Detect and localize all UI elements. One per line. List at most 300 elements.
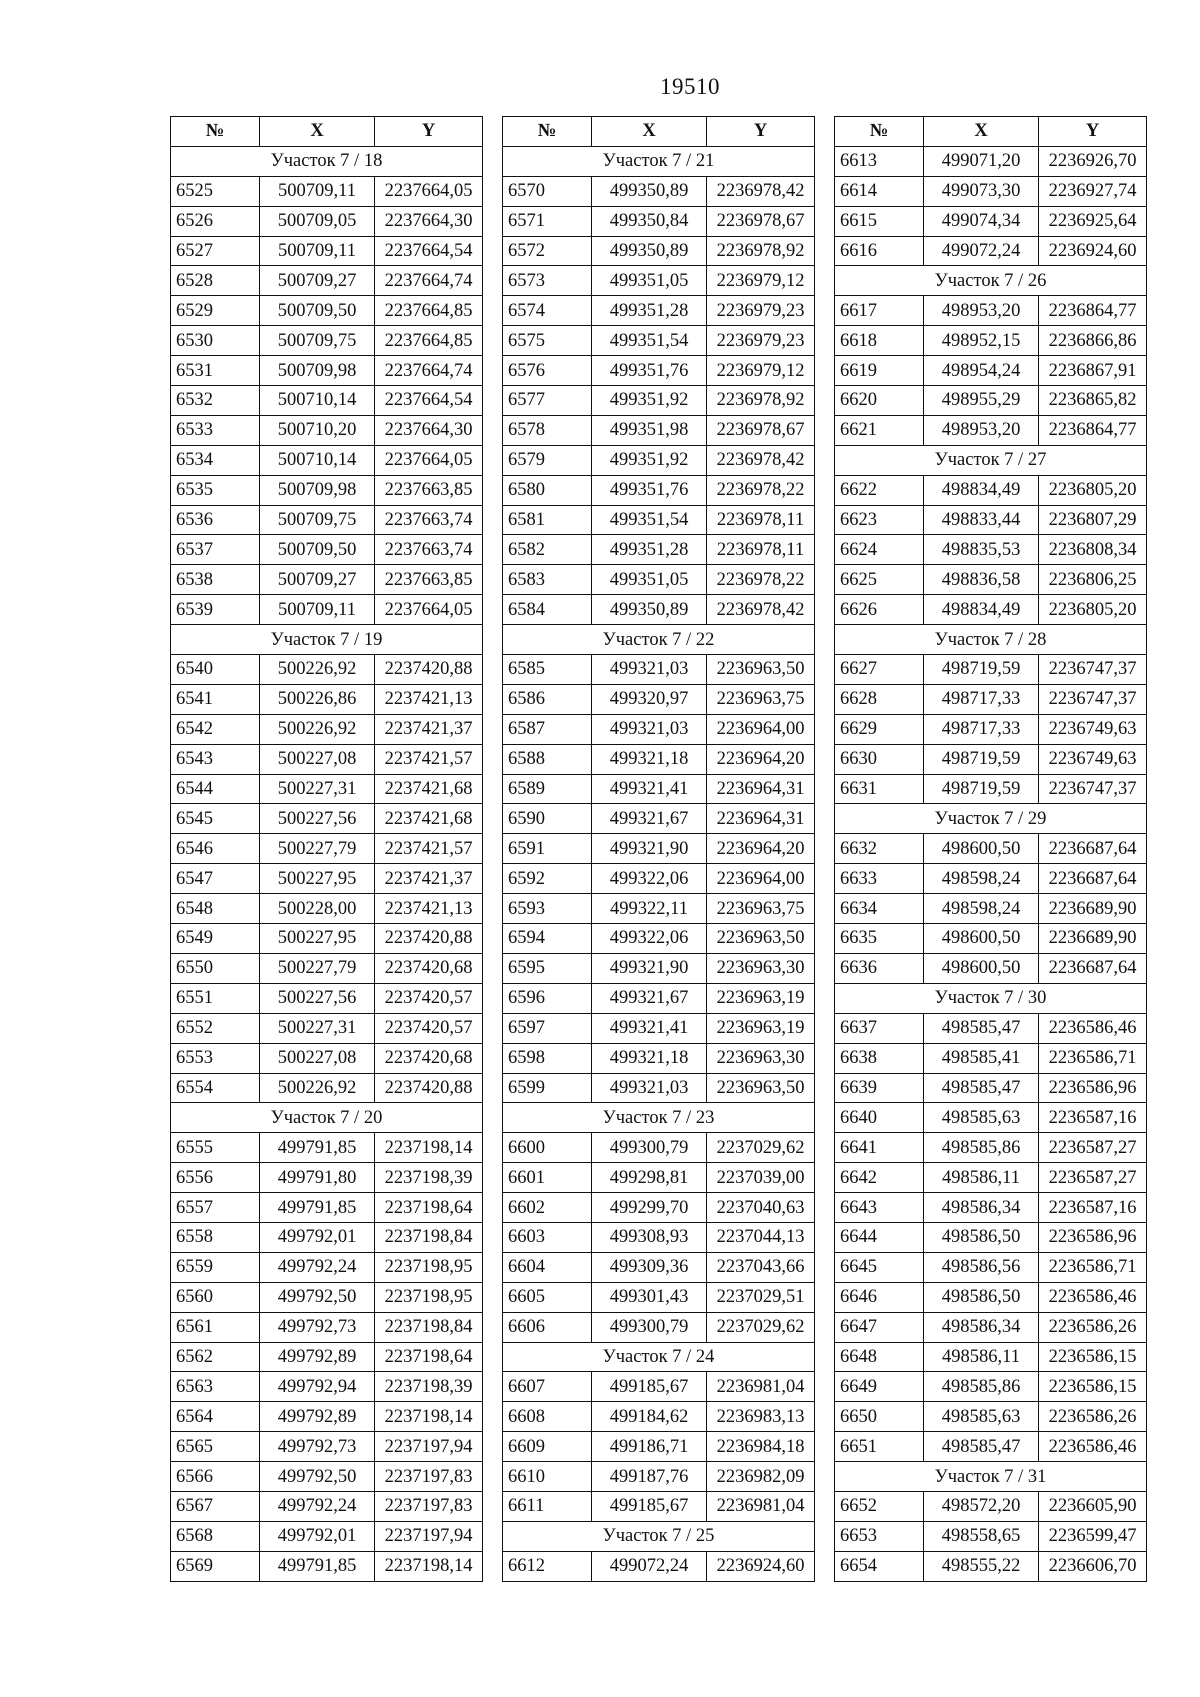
y-coordinate: 2236605,90 <box>1039 1491 1147 1521</box>
point-number: 6584 <box>503 595 592 625</box>
table-row <box>835 1133 1147 1163</box>
point-number: 6587 <box>503 714 592 744</box>
y-coordinate: 2236963,50 <box>707 655 815 685</box>
table-row <box>835 1163 1147 1193</box>
y-coordinate: 2236984,18 <box>707 1432 815 1462</box>
table-row <box>835 834 1147 864</box>
section-heading-row <box>835 804 1147 834</box>
x-coordinate: 498598,24 <box>924 894 1039 924</box>
x-coordinate: 498586,34 <box>924 1312 1039 1342</box>
y-coordinate: 2236978,42 <box>707 595 815 625</box>
y-coordinate: 2236865,82 <box>1039 386 1147 416</box>
point-number: 6552 <box>171 1013 260 1043</box>
x-coordinate: 499351,05 <box>592 565 707 595</box>
table-row <box>503 266 815 296</box>
point-number: 6589 <box>503 774 592 804</box>
x-coordinate: 498586,34 <box>924 1193 1039 1223</box>
point-number: 6621 <box>835 415 924 445</box>
y-coordinate: 2236978,22 <box>707 565 815 595</box>
table-row <box>503 475 815 505</box>
table-row <box>503 1282 815 1312</box>
y-coordinate: 2237421,57 <box>375 834 483 864</box>
section-heading-row <box>503 625 815 655</box>
point-number: 6549 <box>171 924 260 954</box>
x-coordinate: 499322,06 <box>592 924 707 954</box>
x-coordinate: 500709,75 <box>260 505 375 535</box>
y-coordinate: 2237421,37 <box>375 864 483 894</box>
table-row <box>835 1521 1147 1551</box>
point-number: 6652 <box>835 1491 924 1521</box>
point-number: 6613 <box>835 146 924 176</box>
point-number: 6612 <box>503 1551 592 1581</box>
section-heading-row <box>835 266 1147 296</box>
y-coordinate: 2237029,62 <box>707 1312 815 1342</box>
x-coordinate: 500226,92 <box>260 655 375 685</box>
table-row <box>171 1491 483 1521</box>
y-coordinate: 2237044,13 <box>707 1222 815 1252</box>
table-row <box>171 1193 483 1223</box>
x-coordinate: 499320,97 <box>592 684 707 714</box>
table-row <box>503 864 815 894</box>
y-coordinate: 2236807,29 <box>1039 505 1147 535</box>
x-coordinate: 500227,56 <box>260 983 375 1013</box>
point-number: 6576 <box>503 356 592 386</box>
table-row <box>835 475 1147 505</box>
y-coordinate: 2236978,42 <box>707 445 815 475</box>
point-number: 6639 <box>835 1073 924 1103</box>
x-coordinate: 498585,86 <box>924 1133 1039 1163</box>
x-coordinate: 500226,92 <box>260 714 375 744</box>
table-row <box>171 326 483 356</box>
x-coordinate: 499187,76 <box>592 1462 707 1492</box>
y-coordinate: 2237664,05 <box>375 445 483 475</box>
x-coordinate: 499321,18 <box>592 1043 707 1073</box>
y-coordinate: 2236805,20 <box>1039 595 1147 625</box>
x-coordinate: 499351,28 <box>592 535 707 565</box>
table-row <box>503 565 815 595</box>
y-coordinate: 2236978,22 <box>707 475 815 505</box>
x-coordinate: 500709,27 <box>260 266 375 296</box>
point-number: 6647 <box>835 1312 924 1342</box>
point-number: 6585 <box>503 655 592 685</box>
point-number: 6618 <box>835 326 924 356</box>
y-coordinate: 2237664,54 <box>375 386 483 416</box>
x-coordinate: 498586,50 <box>924 1282 1039 1312</box>
table-row <box>835 714 1147 744</box>
point-number: 6562 <box>171 1342 260 1372</box>
table-row <box>835 565 1147 595</box>
point-number: 6650 <box>835 1402 924 1432</box>
point-number: 6636 <box>835 953 924 983</box>
point-number: 6623 <box>835 505 924 535</box>
y-coordinate: 2237029,62 <box>707 1133 815 1163</box>
y-coordinate: 2236979,23 <box>707 296 815 326</box>
point-number: 6534 <box>171 445 260 475</box>
point-number: 6558 <box>171 1222 260 1252</box>
x-coordinate: 498719,59 <box>924 774 1039 804</box>
y-coordinate: 2237420,57 <box>375 983 483 1013</box>
point-number: 6590 <box>503 804 592 834</box>
table-row <box>503 1073 815 1103</box>
table-row <box>171 1073 483 1103</box>
point-number: 6528 <box>171 266 260 296</box>
x-coordinate: 499792,94 <box>260 1372 375 1402</box>
x-coordinate: 499350,89 <box>592 236 707 266</box>
page-number: 19510 <box>660 74 720 99</box>
x-coordinate: 499321,03 <box>592 1073 707 1103</box>
x-coordinate: 500709,11 <box>260 595 375 625</box>
y-coordinate: 2236586,26 <box>1039 1312 1147 1342</box>
x-coordinate: 499791,85 <box>260 1551 375 1581</box>
table-row <box>503 1432 815 1462</box>
table-row <box>835 1432 1147 1462</box>
table-row <box>835 1073 1147 1103</box>
table-row <box>171 1222 483 1252</box>
x-coordinate: 498586,56 <box>924 1252 1039 1282</box>
table-row <box>503 176 815 206</box>
point-number: 6651 <box>835 1432 924 1462</box>
point-number: 6580 <box>503 475 592 505</box>
y-coordinate: 2237421,13 <box>375 684 483 714</box>
y-coordinate: 2236864,77 <box>1039 415 1147 445</box>
y-coordinate: 2236926,70 <box>1039 146 1147 176</box>
table-row <box>171 1402 483 1432</box>
point-number: 6626 <box>835 595 924 625</box>
point-number: 6594 <box>503 924 592 954</box>
x-coordinate: 498953,20 <box>924 296 1039 326</box>
point-number: 6548 <box>171 894 260 924</box>
x-coordinate: 499350,84 <box>592 206 707 236</box>
x-coordinate: 500709,11 <box>260 176 375 206</box>
x-coordinate: 499322,11 <box>592 894 707 924</box>
table-row <box>171 1462 483 1492</box>
y-coordinate: 2236978,11 <box>707 535 815 565</box>
table-row <box>503 1043 815 1073</box>
x-coordinate: 499072,24 <box>592 1551 707 1581</box>
x-coordinate: 499322,06 <box>592 864 707 894</box>
y-coordinate: 2236867,91 <box>1039 356 1147 386</box>
table-row <box>503 1013 815 1043</box>
table-row <box>835 296 1147 326</box>
y-coordinate: 2236978,67 <box>707 206 815 236</box>
x-coordinate: 499321,67 <box>592 804 707 834</box>
point-number: 6595 <box>503 953 592 983</box>
table-row <box>503 535 815 565</box>
header-row <box>171 117 483 147</box>
table-row <box>835 206 1147 236</box>
x-coordinate: 498834,49 <box>924 475 1039 505</box>
table-row <box>171 1163 483 1193</box>
table-row <box>503 655 815 685</box>
point-number: 6600 <box>503 1133 592 1163</box>
y-coordinate: 2236978,67 <box>707 415 815 445</box>
section-heading-row <box>835 445 1147 475</box>
point-number: 6530 <box>171 326 260 356</box>
y-coordinate: 2237198,84 <box>375 1312 483 1342</box>
section-heading: Участок 7 / 26 <box>835 266 1147 296</box>
x-coordinate: 500227,31 <box>260 1013 375 1043</box>
point-number: 6601 <box>503 1163 592 1193</box>
point-number: 6583 <box>503 565 592 595</box>
y-coordinate: 2236586,96 <box>1039 1073 1147 1103</box>
y-coordinate: 2236866,86 <box>1039 326 1147 356</box>
x-coordinate: 499309,36 <box>592 1252 707 1282</box>
x-coordinate: 498586,50 <box>924 1222 1039 1252</box>
point-number: 6654 <box>835 1551 924 1581</box>
point-number: 6646 <box>835 1282 924 1312</box>
point-number: 6605 <box>503 1282 592 1312</box>
point-number: 6596 <box>503 983 592 1013</box>
x-coordinate: 498600,50 <box>924 953 1039 983</box>
point-number: 6579 <box>503 445 592 475</box>
y-coordinate: 2237664,85 <box>375 326 483 356</box>
y-coordinate: 2237663,85 <box>375 475 483 505</box>
y-coordinate: 2236586,26 <box>1039 1402 1147 1432</box>
x-coordinate: 499351,92 <box>592 445 707 475</box>
y-coordinate: 2237198,95 <box>375 1252 483 1282</box>
point-number: 6616 <box>835 236 924 266</box>
y-coordinate: 2236864,77 <box>1039 296 1147 326</box>
point-number: 6543 <box>171 744 260 774</box>
x-coordinate: 500226,92 <box>260 1073 375 1103</box>
x-coordinate: 499350,89 <box>592 595 707 625</box>
table-row <box>835 684 1147 714</box>
section-heading-row <box>503 1342 815 1372</box>
y-coordinate: 2236963,30 <box>707 1043 815 1073</box>
y-coordinate: 2237420,88 <box>375 1073 483 1103</box>
y-coordinate: 2237420,68 <box>375 1043 483 1073</box>
point-number: 6631 <box>835 774 924 804</box>
y-coordinate: 2237421,13 <box>375 894 483 924</box>
y-coordinate: 2237421,68 <box>375 804 483 834</box>
point-number: 6640 <box>835 1103 924 1133</box>
table-row <box>171 744 483 774</box>
y-coordinate: 2236982,09 <box>707 1462 815 1492</box>
y-coordinate: 2236687,64 <box>1039 834 1147 864</box>
table-row <box>171 714 483 744</box>
y-coordinate: 2236964,20 <box>707 744 815 774</box>
section-heading: Участок 7 / 24 <box>503 1342 815 1372</box>
section-heading: Участок 7 / 20 <box>171 1103 483 1133</box>
y-coordinate: 2236606,70 <box>1039 1551 1147 1581</box>
table-row <box>835 1402 1147 1432</box>
point-number: 6619 <box>835 356 924 386</box>
table-row <box>171 655 483 685</box>
column-header-y: Y <box>1039 117 1147 147</box>
point-number: 6557 <box>171 1193 260 1223</box>
point-number: 6554 <box>171 1073 260 1103</box>
y-coordinate: 2236981,04 <box>707 1372 815 1402</box>
x-coordinate: 498586,11 <box>924 1342 1039 1372</box>
x-coordinate: 500227,95 <box>260 924 375 954</box>
y-coordinate: 2236978,92 <box>707 386 815 416</box>
x-coordinate: 498835,53 <box>924 535 1039 565</box>
point-number: 6617 <box>835 296 924 326</box>
table-row <box>171 1551 483 1581</box>
y-coordinate: 2237421,37 <box>375 714 483 744</box>
y-coordinate: 2236963,30 <box>707 953 815 983</box>
point-number: 6644 <box>835 1222 924 1252</box>
point-number: 6568 <box>171 1521 260 1551</box>
y-coordinate: 2237197,94 <box>375 1432 483 1462</box>
section-heading: Участок 7 / 23 <box>503 1103 815 1133</box>
x-coordinate: 500227,79 <box>260 834 375 864</box>
section-heading-row <box>503 146 815 176</box>
y-coordinate: 2236586,15 <box>1039 1372 1147 1402</box>
x-coordinate: 499072,24 <box>924 236 1039 266</box>
point-number: 6577 <box>503 386 592 416</box>
table-row <box>503 1551 815 1581</box>
table-row <box>835 326 1147 356</box>
y-coordinate: 2236964,31 <box>707 804 815 834</box>
y-coordinate: 2236687,64 <box>1039 953 1147 983</box>
x-coordinate: 499321,90 <box>592 953 707 983</box>
point-number: 6529 <box>171 296 260 326</box>
table-row <box>503 296 815 326</box>
point-number: 6533 <box>171 415 260 445</box>
table-row <box>503 834 815 864</box>
table-row <box>171 415 483 445</box>
point-number: 6536 <box>171 505 260 535</box>
x-coordinate: 499299,70 <box>592 1193 707 1223</box>
table-row <box>503 924 815 954</box>
point-number: 6567 <box>171 1491 260 1521</box>
table-row <box>503 894 815 924</box>
section-heading: Участок 7 / 27 <box>835 445 1147 475</box>
x-coordinate: 499351,92 <box>592 386 707 416</box>
point-number: 6630 <box>835 744 924 774</box>
y-coordinate: 2236963,75 <box>707 684 815 714</box>
table-row <box>503 386 815 416</box>
x-coordinate: 499300,79 <box>592 1133 707 1163</box>
y-coordinate: 2236808,34 <box>1039 535 1147 565</box>
x-coordinate: 498586,11 <box>924 1163 1039 1193</box>
x-coordinate: 498585,47 <box>924 1432 1039 1462</box>
table-row <box>503 206 815 236</box>
table-row <box>171 983 483 1013</box>
point-number: 6539 <box>171 595 260 625</box>
table-row <box>503 1193 815 1223</box>
x-coordinate: 500709,05 <box>260 206 375 236</box>
table-row <box>835 1222 1147 1252</box>
table-row <box>503 1462 815 1492</box>
x-coordinate: 498555,22 <box>924 1551 1039 1581</box>
table-row <box>503 1163 815 1193</box>
table-row <box>503 415 815 445</box>
x-coordinate: 499321,03 <box>592 655 707 685</box>
x-coordinate: 499308,93 <box>592 1222 707 1252</box>
table-row <box>835 386 1147 416</box>
y-coordinate: 2236924,60 <box>1039 236 1147 266</box>
point-number: 6538 <box>171 565 260 595</box>
point-number: 6642 <box>835 1163 924 1193</box>
table-row <box>503 1491 815 1521</box>
y-coordinate: 2237664,30 <box>375 206 483 236</box>
y-coordinate: 2236806,25 <box>1039 565 1147 595</box>
section-heading-row <box>835 983 1147 1013</box>
y-coordinate: 2237664,05 <box>375 176 483 206</box>
y-coordinate: 2236978,11 <box>707 505 815 535</box>
table-row <box>503 1133 815 1163</box>
table-row <box>171 1013 483 1043</box>
point-number: 6542 <box>171 714 260 744</box>
coordinates-table-3 <box>834 116 1147 1582</box>
y-coordinate: 2236747,37 <box>1039 774 1147 804</box>
point-number: 6525 <box>171 176 260 206</box>
x-coordinate: 499350,89 <box>592 176 707 206</box>
table-row <box>171 505 483 535</box>
point-number: 6540 <box>171 655 260 685</box>
y-coordinate: 2237197,83 <box>375 1491 483 1521</box>
x-coordinate: 498719,59 <box>924 744 1039 774</box>
point-number: 6541 <box>171 684 260 714</box>
section-heading: Участок 7 / 30 <box>835 983 1147 1013</box>
table-row <box>171 445 483 475</box>
y-coordinate: 2237198,14 <box>375 1402 483 1432</box>
table-row <box>171 774 483 804</box>
section-heading: Участок 7 / 21 <box>503 146 815 176</box>
table-row <box>171 1043 483 1073</box>
table-row <box>171 1342 483 1372</box>
section-heading-row <box>503 1521 815 1551</box>
point-number: 6637 <box>835 1013 924 1043</box>
y-coordinate: 2236964,00 <box>707 864 815 894</box>
x-coordinate: 499792,24 <box>260 1491 375 1521</box>
table-row <box>835 864 1147 894</box>
y-coordinate: 2236586,46 <box>1039 1013 1147 1043</box>
x-coordinate: 499321,41 <box>592 1013 707 1043</box>
x-coordinate: 498717,33 <box>924 684 1039 714</box>
point-number: 6609 <box>503 1432 592 1462</box>
point-number: 6622 <box>835 475 924 505</box>
point-number: 6628 <box>835 684 924 714</box>
y-coordinate: 2237198,95 <box>375 1282 483 1312</box>
x-coordinate: 499298,81 <box>592 1163 707 1193</box>
table-row <box>503 236 815 266</box>
x-coordinate: 499074,34 <box>924 206 1039 236</box>
y-coordinate: 2236925,64 <box>1039 206 1147 236</box>
section-heading: Участок 7 / 25 <box>503 1521 815 1551</box>
point-number: 6555 <box>171 1133 260 1163</box>
y-coordinate: 2236964,00 <box>707 714 815 744</box>
y-coordinate: 2236587,27 <box>1039 1133 1147 1163</box>
point-number: 6599 <box>503 1073 592 1103</box>
x-coordinate: 499071,20 <box>924 146 1039 176</box>
y-coordinate: 2237421,68 <box>375 774 483 804</box>
x-coordinate: 499351,05 <box>592 266 707 296</box>
table-row <box>835 1193 1147 1223</box>
coordinates-table-2 <box>502 116 815 1582</box>
point-number: 6641 <box>835 1133 924 1163</box>
point-number: 6653 <box>835 1521 924 1551</box>
point-number: 6574 <box>503 296 592 326</box>
x-coordinate: 498955,29 <box>924 386 1039 416</box>
x-coordinate: 499300,79 <box>592 1312 707 1342</box>
y-coordinate: 2237663,85 <box>375 565 483 595</box>
point-number: 6551 <box>171 983 260 1013</box>
y-coordinate: 2237664,74 <box>375 266 483 296</box>
y-coordinate: 2236749,63 <box>1039 744 1147 774</box>
point-number: 6561 <box>171 1312 260 1342</box>
point-number: 6598 <box>503 1043 592 1073</box>
column-header-x: X <box>924 117 1039 147</box>
table-row <box>835 655 1147 685</box>
y-coordinate: 2237198,39 <box>375 1163 483 1193</box>
y-coordinate: 2237420,68 <box>375 953 483 983</box>
section-heading: Участок 7 / 29 <box>835 804 1147 834</box>
section-heading: Участок 7 / 31 <box>835 1462 1147 1492</box>
x-coordinate: 498585,63 <box>924 1103 1039 1133</box>
